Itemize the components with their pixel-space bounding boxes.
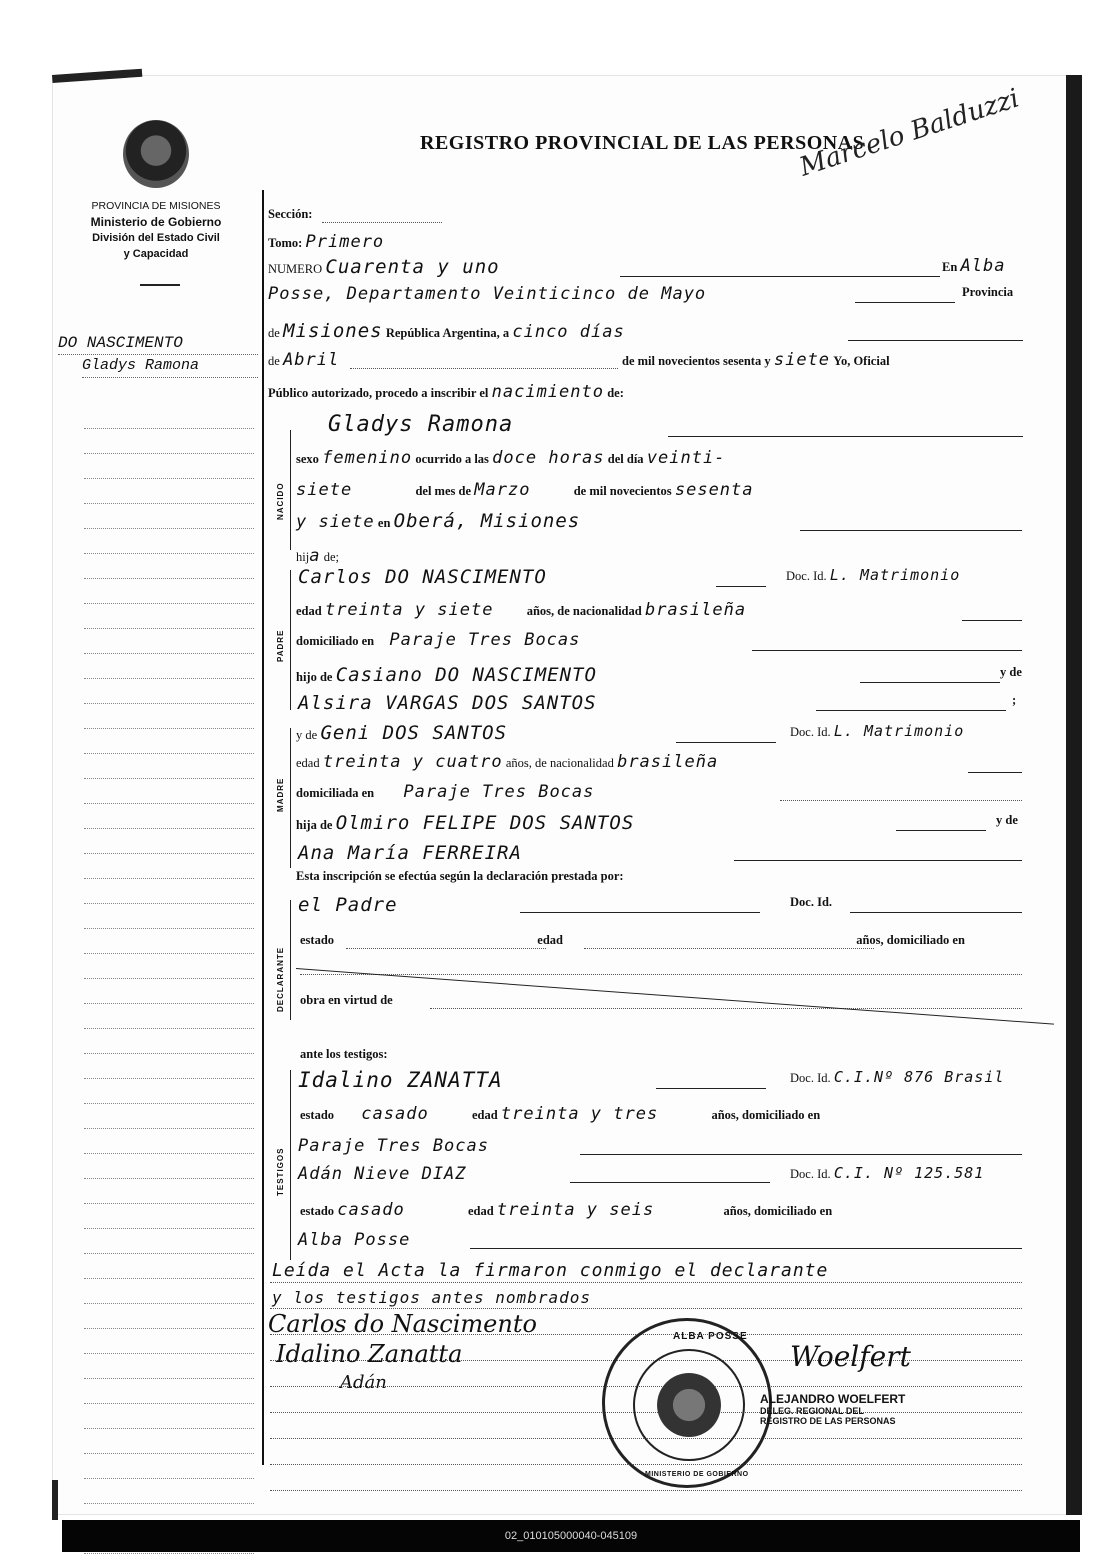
declarante-estado-dots bbox=[346, 948, 546, 949]
birth-year-b: y siete bbox=[296, 512, 375, 532]
witness1-doc-label: Doc. Id. bbox=[790, 1071, 831, 1085]
witness1-dom-rule bbox=[580, 1154, 1022, 1155]
republica-label: República Argentina, a bbox=[385, 326, 510, 340]
testigos-bracket bbox=[290, 1070, 291, 1260]
declarante-doc-row bbox=[790, 894, 832, 920]
birth-year-label: de mil novecientos bbox=[573, 484, 672, 498]
mother-dom-value: Paraje Tres Bocas bbox=[403, 782, 595, 802]
mother-father-value: Olmiro FELIPE DOS SANTOS bbox=[335, 812, 635, 834]
day-value: cinco días bbox=[512, 322, 625, 342]
scan-footer-bar bbox=[62, 1520, 1080, 1552]
father-father-rule bbox=[860, 682, 1000, 683]
declarante-obra-dots bbox=[430, 1008, 1022, 1009]
closing-dots9 bbox=[270, 1490, 1022, 1491]
declarante-intro-row bbox=[296, 868, 624, 894]
hij-value: a bbox=[309, 546, 321, 566]
act-value: nacimiento bbox=[491, 382, 604, 402]
org-capacity: y Capacidad bbox=[123, 248, 189, 260]
org-ministry: Ministerio de Gobierno bbox=[90, 215, 222, 229]
mother-yde-row bbox=[996, 812, 1018, 838]
mother-nac-rule bbox=[968, 772, 1022, 773]
declarante-estado-row bbox=[300, 932, 965, 958]
stamp-inner-ring bbox=[633, 1349, 745, 1461]
father-father-value: Casiano DO NASCIMENTO bbox=[335, 664, 597, 686]
father-name-rule bbox=[716, 586, 766, 587]
mother-doc-label: Doc. Id. bbox=[790, 725, 831, 739]
org-divider bbox=[140, 284, 180, 286]
dia-label: del día bbox=[607, 452, 644, 466]
father-doc-label: Doc. Id. bbox=[786, 569, 827, 583]
signature-father: Carlos do Nascimento bbox=[268, 1310, 537, 1338]
scan-right-edge bbox=[1066, 75, 1082, 1515]
mes-label: del mes de bbox=[415, 484, 471, 498]
mother-dom-dots bbox=[780, 800, 1022, 801]
closing-dots1 bbox=[270, 1282, 1022, 1283]
provincia-row bbox=[962, 284, 1013, 310]
numero-value: Cuarenta y uno bbox=[325, 256, 500, 278]
witness2-estado-row bbox=[300, 1200, 832, 1226]
day-rule bbox=[848, 340, 1023, 341]
provincia-label: Provincia bbox=[962, 285, 1014, 299]
year-row bbox=[622, 350, 890, 376]
child-name: Gladys Ramona bbox=[328, 412, 514, 437]
numero-rule bbox=[620, 276, 940, 277]
mother-doc-row bbox=[790, 722, 964, 748]
father-name-row bbox=[298, 566, 547, 592]
signature-official: Woelfert bbox=[790, 1340, 911, 1373]
mother-mother-value: Ana María FERREIRA bbox=[298, 842, 522, 864]
de-label-2: de bbox=[268, 354, 280, 368]
stamp-emblem-icon bbox=[657, 1373, 721, 1437]
padre-bracket bbox=[290, 570, 291, 710]
birth-en-label: en bbox=[377, 516, 391, 530]
mother-nac-label: años, de nacionalidad bbox=[505, 756, 614, 770]
witness2-name-row bbox=[298, 1164, 467, 1190]
stamp-bottom-text: MINISTERIO DE GOBIERNO bbox=[645, 1471, 749, 1478]
sexo-row bbox=[296, 448, 725, 474]
numero-label: NUMERO bbox=[268, 262, 323, 276]
yo-label: Yo, Oficial bbox=[833, 354, 890, 368]
signature-witness2: Adán bbox=[340, 1372, 387, 1393]
child-name-row bbox=[328, 412, 513, 438]
official-role-1: DELEG. REGIONAL DEL bbox=[760, 1406, 864, 1416]
stamp-top-text: ALBA POSSE bbox=[673, 1331, 748, 1342]
witness2-name: Adán Nieve DIAZ bbox=[298, 1164, 467, 1184]
month-dots bbox=[350, 368, 618, 369]
witness1-edad-label: edad bbox=[471, 1108, 498, 1122]
declarante-name-row bbox=[298, 894, 398, 920]
father-y-de: y de bbox=[1000, 665, 1022, 679]
year-value: siete bbox=[773, 350, 831, 370]
declarante-obra-row bbox=[300, 992, 393, 1018]
place-value: Posse, Departamento Veinticinco de Mayo bbox=[268, 284, 707, 304]
margin-surname: DO NASCIMENTO bbox=[58, 332, 258, 355]
mother-y-de: y de bbox=[296, 728, 318, 742]
birth-month: Marzo bbox=[474, 480, 531, 500]
place-rule bbox=[855, 302, 955, 303]
scan-code: 02_010105000040-045109 bbox=[504, 1530, 638, 1542]
closing-dots2 bbox=[270, 1308, 1022, 1309]
place-row bbox=[268, 284, 706, 310]
witness1-anos-label: años, domiciliado en bbox=[711, 1108, 821, 1122]
en-value: Alba bbox=[960, 256, 1006, 276]
witness2-doc: C.I. Nº 125.581 bbox=[833, 1164, 985, 1182]
witness1-name-rule bbox=[656, 1088, 766, 1089]
closing-line1: Leída el Acta la firmaron conmigo el declarante bbox=[272, 1260, 829, 1281]
official-block bbox=[760, 1392, 905, 1426]
mother-nac-value: brasileña bbox=[617, 752, 719, 772]
father-doc-value: L. Matrimonio bbox=[829, 566, 961, 584]
witness2-dom: Alba Posse bbox=[298, 1230, 411, 1250]
mother-dom-label: domiciliada en bbox=[296, 786, 375, 800]
father-dom-value: Paraje Tres Bocas bbox=[389, 630, 581, 650]
declarante-edad-label: edad bbox=[537, 933, 563, 947]
witness1-dom: Paraje Tres Bocas bbox=[298, 1136, 489, 1156]
de-label: de bbox=[268, 326, 280, 340]
witness1-name: Idalino ZANATTA bbox=[298, 1068, 503, 1092]
publico-row bbox=[268, 382, 624, 408]
mother-dom-row bbox=[296, 782, 594, 808]
sexo-label: sexo bbox=[296, 452, 319, 466]
tomo-value: Primero bbox=[305, 232, 385, 252]
mother-y-de-2: y de bbox=[996, 813, 1018, 827]
nacido-bracket bbox=[290, 430, 291, 550]
father-dom-label: domiciliado en bbox=[296, 634, 375, 648]
father-semicolon-row bbox=[1012, 692, 1016, 718]
mother-parents-row bbox=[296, 812, 634, 838]
mother-name-rule bbox=[676, 742, 776, 743]
declarante-anos-label: años, domiciliado en bbox=[856, 933, 965, 947]
margin-dotted-lines bbox=[84, 404, 254, 1554]
mother-edad-value: treinta y cuatro bbox=[322, 752, 503, 772]
testigos-intro: ante los testigos: bbox=[300, 1047, 388, 1061]
declarante-edad-dots bbox=[584, 948, 874, 949]
publico-label: Público autorizado, procedo a inscribir el bbox=[268, 386, 489, 400]
margin-given-name: Gladys Ramona bbox=[82, 355, 258, 378]
witness1-estado-label: estado bbox=[300, 1108, 335, 1122]
madre-bracket bbox=[290, 728, 291, 868]
witness2-doc-row bbox=[790, 1164, 984, 1190]
seccion-row bbox=[268, 206, 312, 232]
declarante-dom-dots bbox=[300, 974, 1022, 975]
en-row bbox=[942, 256, 1006, 282]
witness1-estado-row bbox=[300, 1104, 820, 1130]
birth-place-rule bbox=[800, 530, 1022, 531]
mother-age-row bbox=[296, 752, 718, 778]
sexo-value: femenino bbox=[322, 448, 413, 468]
father-mother-row bbox=[298, 692, 597, 718]
official-stamp bbox=[602, 1318, 772, 1488]
declarante-obra-label: obra en virtud de bbox=[300, 993, 393, 1007]
father-edad-label: edad bbox=[296, 604, 322, 618]
hour-value: doce horas bbox=[492, 448, 605, 468]
declarante-estado-label: estado bbox=[300, 933, 335, 947]
tomo-row bbox=[268, 232, 384, 258]
father-semicolon: ; bbox=[1012, 693, 1017, 707]
witness2-dom-rule bbox=[470, 1248, 1022, 1249]
seccion-label: Sección: bbox=[268, 207, 313, 221]
official-role-2: REGISTRO DE LAS PERSONAS bbox=[760, 1416, 896, 1426]
witness2-edad-label: edad bbox=[467, 1204, 494, 1218]
main-vertical-rule bbox=[262, 190, 264, 1465]
father-age-row bbox=[296, 600, 746, 626]
child-name-rule bbox=[668, 436, 1023, 437]
father-nac-rule bbox=[962, 620, 1022, 621]
scan-left-edge bbox=[52, 1480, 58, 1520]
father-hijo-label: hijo de bbox=[296, 670, 333, 684]
margin-names bbox=[58, 332, 258, 378]
declarante-name-rule bbox=[520, 912, 760, 913]
province-row bbox=[268, 320, 625, 346]
en-label: En bbox=[942, 260, 958, 274]
org-province: PROVINCIA DE MISIONES bbox=[91, 200, 221, 212]
testigos-section-label: TESTIGOS bbox=[276, 1147, 285, 1196]
witness1-doc-row bbox=[790, 1068, 1004, 1094]
declarante-bracket bbox=[290, 900, 291, 1020]
father-parents-row bbox=[296, 664, 597, 690]
mother-name-row bbox=[296, 722, 507, 748]
father-dom-rule bbox=[752, 650, 1022, 651]
mother-mother-rule bbox=[734, 860, 1022, 861]
witness2-name-rule bbox=[570, 1182, 770, 1183]
declarante-doc-label: Doc. Id. bbox=[790, 895, 833, 909]
father-name: Carlos DO NASCIMENTO bbox=[298, 566, 547, 588]
witness2-estado: casado bbox=[337, 1200, 405, 1220]
de-colon: de: bbox=[607, 386, 624, 400]
father-nac-value: brasileña bbox=[644, 600, 747, 620]
year-label: de mil novecientos sesenta y bbox=[622, 354, 771, 368]
ocurrido-label: ocurrido a las bbox=[415, 452, 489, 466]
tomo-label: Tomo: bbox=[268, 236, 303, 250]
mother-edad-label: edad bbox=[296, 756, 320, 770]
document-title: REGISTRO PROVINCIAL DE LAS PERSONAS bbox=[420, 132, 865, 154]
mother-hija-label: hija de bbox=[296, 818, 333, 832]
padre-section-label: PADRE bbox=[276, 629, 285, 662]
birth-date-row bbox=[296, 480, 754, 506]
witness1-dom-row bbox=[298, 1136, 489, 1162]
witness2-doc-label: Doc. Id. bbox=[790, 1167, 831, 1181]
official-name: ALEJANDRO WOELFERT bbox=[760, 1392, 906, 1406]
father-mother-rule bbox=[816, 710, 1006, 711]
header-signature: Marcelo Balduzzi bbox=[795, 83, 1023, 183]
mother-doc-value: L. Matrimonio bbox=[833, 722, 965, 740]
closing-line2: y los testigos antes nombrados bbox=[272, 1288, 591, 1307]
witness2-edad: treinta y seis bbox=[496, 1200, 655, 1220]
nacido-section-label: NACIDO bbox=[276, 482, 285, 520]
father-edad-value: treinta y siete bbox=[324, 600, 494, 620]
witness2-estado-label: estado bbox=[300, 1204, 335, 1218]
mother-father-rule bbox=[896, 830, 986, 831]
declarante-name: el Padre bbox=[298, 894, 398, 916]
seccion-dots bbox=[322, 222, 442, 223]
declarante-doc-rule bbox=[850, 912, 1022, 913]
hij-label: hij bbox=[296, 550, 310, 564]
witness2-dom-row bbox=[298, 1230, 410, 1256]
father-yde-row bbox=[1000, 664, 1022, 690]
witness1-estado: casado bbox=[361, 1104, 429, 1124]
issuing-organization bbox=[56, 198, 256, 262]
hij-de: de; bbox=[323, 550, 339, 564]
declarante-intro: Esta inscripción se efectúa según la declaración prestada por: bbox=[296, 869, 624, 883]
father-nac-label: años, de nacionalidad bbox=[526, 604, 642, 618]
witness1-doc: C.I.Nº 876 Brasil bbox=[833, 1068, 1005, 1086]
provincial-seal-icon bbox=[123, 120, 189, 188]
month-value: Abril bbox=[283, 350, 340, 370]
month-row bbox=[268, 350, 339, 376]
madre-section-label: MADRE bbox=[276, 777, 285, 812]
mother-mother-row bbox=[298, 842, 522, 868]
father-doc-row bbox=[786, 566, 960, 592]
witness2-anos-label: años, domiciliado en bbox=[723, 1204, 833, 1218]
witness1-name-row bbox=[298, 1068, 503, 1094]
birth-year-a: sesenta bbox=[674, 480, 754, 500]
mother-name: Geni DOS SANTOS bbox=[320, 722, 508, 744]
day-value-b: siete bbox=[296, 480, 353, 500]
declarante-section-label: DECLARANTE bbox=[276, 946, 285, 1012]
father-mother-value: Alsira VARGAS DOS SANTOS bbox=[298, 692, 597, 714]
province-value: Misiones bbox=[283, 320, 383, 342]
father-dom-row bbox=[296, 630, 580, 656]
signature-witness1: Idalino Zanatta bbox=[276, 1340, 463, 1368]
org-division: División del Estado Civil bbox=[92, 232, 220, 244]
birth-place: Oberá, Misiones bbox=[393, 510, 581, 532]
birth-place-row bbox=[296, 510, 580, 536]
witness1-edad: treinta y tres bbox=[500, 1104, 659, 1124]
numero-row bbox=[268, 256, 500, 282]
day-value-a: veinti- bbox=[646, 448, 726, 468]
